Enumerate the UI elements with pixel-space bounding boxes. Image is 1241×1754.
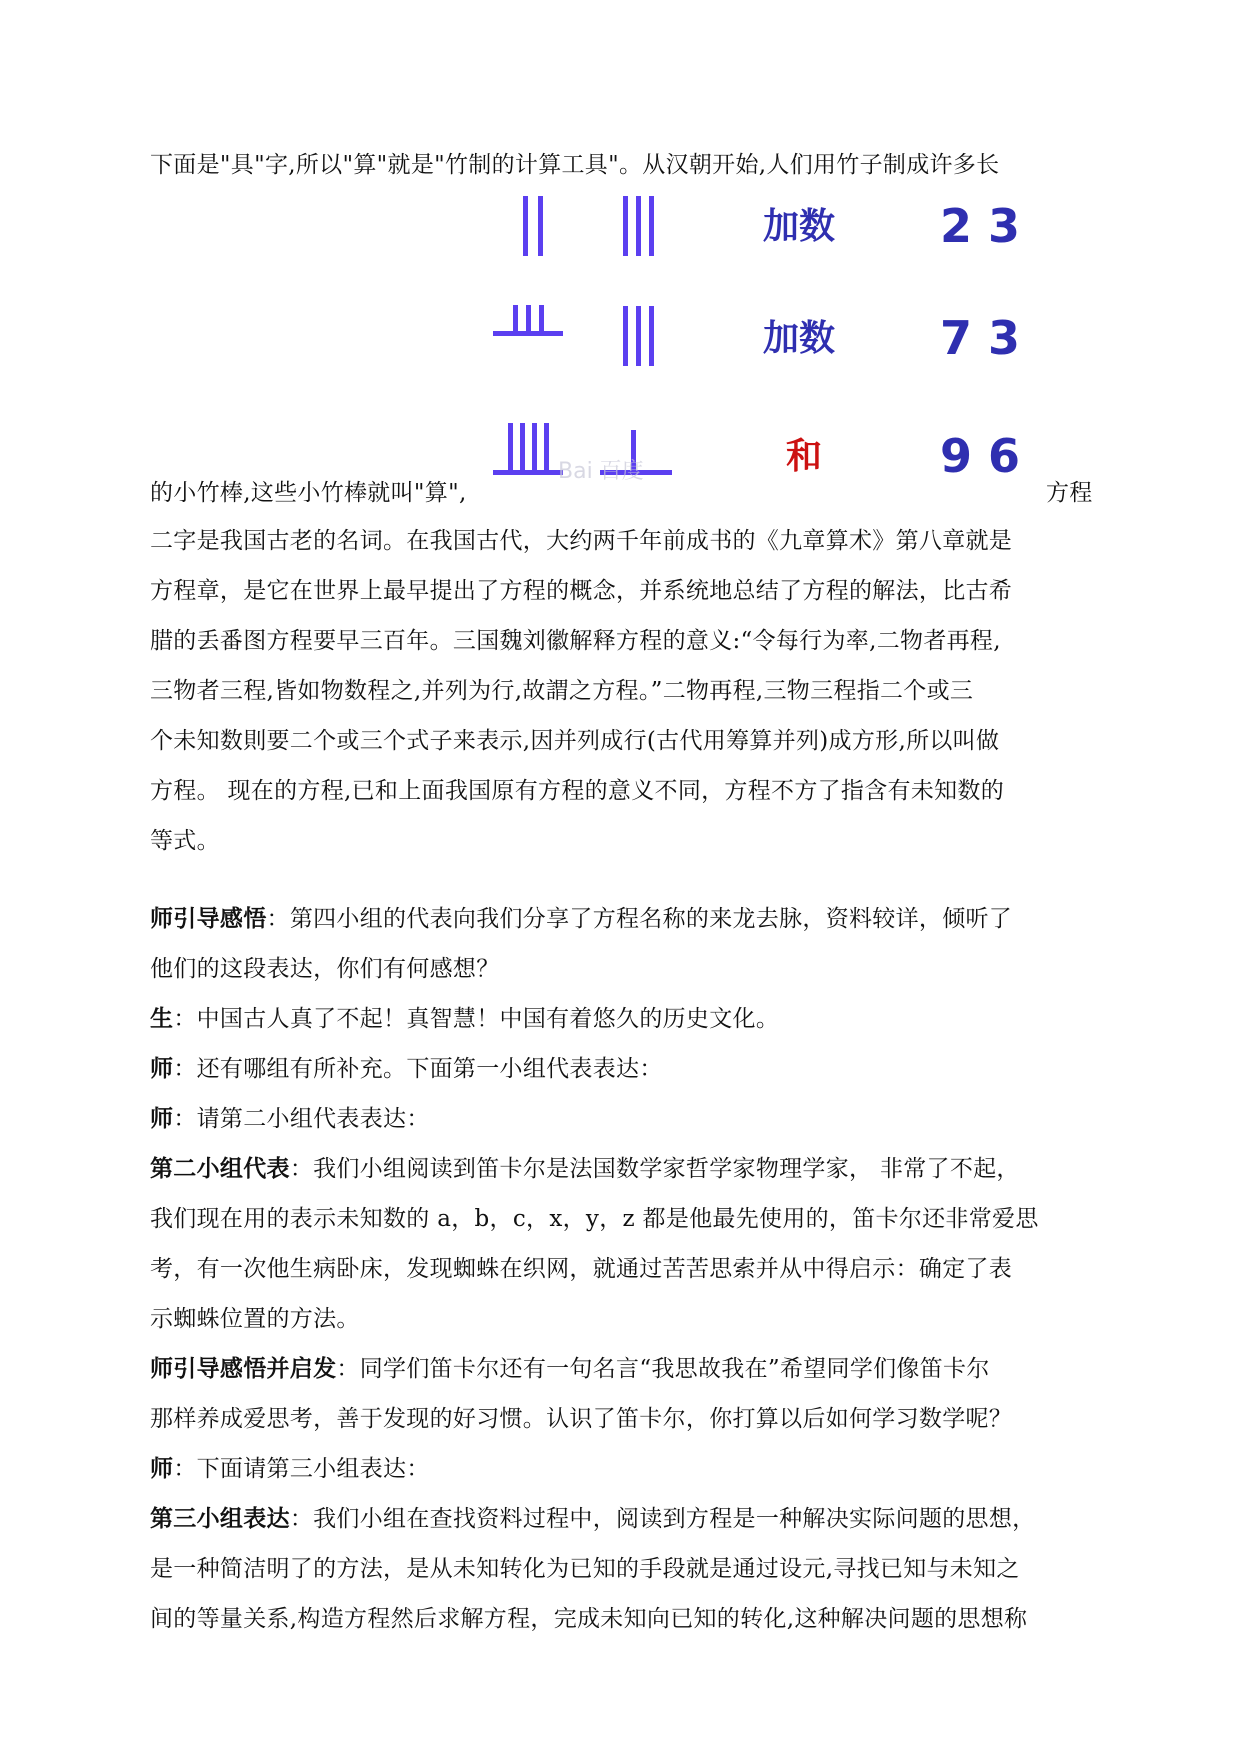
addend-value: 7 3: [940, 311, 1021, 365]
paragraph-line: 二字是我国古老的名词。在我国古代，大约两千年前成书的《九章算术》第八章就是: [150, 528, 1013, 554]
dialogue-text: 中国古人真了不起！真智慧！中国有着悠久的历史文化。: [196, 1006, 780, 1032]
sum-label: 和: [786, 436, 823, 477]
dialogue-text: 同学们笛卡尔还有一句名言“我思故我在”希望同学们像笛卡尔: [359, 1356, 990, 1382]
dialogue-text: 我们现在用的表示未知数的 a，b，c，x，y，z 都是他最先使用的，笛卡尔还非常爱思: [150, 1206, 1039, 1232]
speaker-label: 师引导感悟并启发: [150, 1355, 337, 1382]
dialogue-text: 我们小组阅读到笛卡尔是法国数学家哲学家物理学家， 非常了不起，: [313, 1156, 1020, 1182]
dialogue-line: [150, 1304, 1100, 1334]
dialogue-line: [150, 1554, 1100, 1584]
rod-numeral-3: [623, 306, 654, 366]
dialogue-line: [150, 1204, 1100, 1234]
paragraph-line: 方程: [1046, 480, 1093, 506]
dialogue-text: 示蜘蛛位置的方法。: [150, 1306, 360, 1332]
dialogue-line: 师引导感悟：第四小组的代表向我们分享了方程名称的来龙去脉，资料较详，倾听了: [150, 905, 1013, 932]
speaker-label: 师引导感悟: [150, 905, 267, 932]
addend-label: 加数: [763, 206, 836, 247]
counting-rods-figure: [488, 188, 1048, 508]
speaker-label: 师: [150, 1105, 174, 1132]
paragraph-line: 腊的丢番图方程要早三百年。三国魏刘徽解释方程的意义:“令每行为率,二物者再程,: [150, 628, 1001, 654]
paragraph-line: 三物者三程,皆如物数程之,并列为行,故謂之方程。”二物再程,三物三程指二个或三: [150, 678, 974, 704]
dialogue-text: 还有哪组有所补充。下面第一小组代表表达：: [196, 1056, 663, 1082]
dialogue-line: [150, 1604, 1100, 1634]
dialogue-text: 我们小组在查找资料过程中，阅读到方程是一种解决实际问题的思想，: [313, 1506, 1036, 1532]
speaker-label: 师: [150, 1455, 174, 1482]
dialogue-line: [150, 1404, 1100, 1434]
dialogue-text: 下面请第三小组表达：: [196, 1456, 430, 1482]
dialogue-text: 第四小组的代表向我们分享了方程名称的来龙去脉，资料较详，倾听了: [289, 906, 1013, 932]
addend-label: 加数: [763, 318, 836, 359]
dialogue-line: 师：还有哪组有所补充。下面第一小组代表表达：: [150, 1055, 663, 1082]
addend-value: 2 3: [940, 199, 1021, 253]
dialogue-text: 他们的这段表达，你们有何感想？: [150, 956, 500, 982]
dialogue-text: 是一种简洁明了的方法，是从未知转化为已知的手段就是通过设元,寻找已知与未知之: [150, 1556, 1020, 1582]
paragraph-line: 下面是"具"字,所以"算"就是"竹制的计算工具"。从汉朝开始,人们用竹子制成许多长: [150, 152, 1000, 178]
rod-numeral-3: [623, 196, 654, 256]
rod-numeral-7: [493, 305, 563, 336]
dialogue-line: 第三小组表达：我们小组在查找资料过程中，阅读到方程是一种解决实际问题的思想，: [150, 1505, 1036, 1532]
sum-value: 9 6: [940, 429, 1021, 483]
dialogue-line: 师：请第二小组代表表达：: [150, 1105, 430, 1132]
rod-numeral-2: [523, 196, 543, 256]
dialogue-line: 师引导感悟并启发：同学们笛卡尔还有一句名言“我思故我在”希望同学们像笛卡尔: [150, 1355, 990, 1382]
speaker-label: 师: [150, 1055, 174, 1082]
dialogue-line: 师：下面请第三小组表达：: [150, 1455, 430, 1482]
paragraph-line: 方程。 现在的方程,已和上面我国原有方程的意义不同，方程不方了指含有未知数的: [150, 778, 1005, 804]
paragraph-line: 等式。: [150, 828, 220, 854]
rod-numeral-9: [493, 423, 563, 475]
dialogue-line: 生：中国古人真了不起！真智慧！中国有着悠久的历史文化。: [150, 1005, 780, 1032]
dialogue-text: 请第二小组代表表达：: [196, 1106, 430, 1132]
paragraph-line: 的小竹棒,这些小竹棒就叫"算",: [150, 480, 467, 506]
dialogue-text: 那样养成爱思考，善于发现的好习惯。认识了笛卡尔，你打算以后如何学习数学呢？: [150, 1406, 1013, 1432]
dialogue-line: [150, 954, 1100, 984]
dialogue-line: 第二小组代表：我们小组阅读到笛卡尔是法国数学家哲学家物理学家， 非常了不起，: [150, 1155, 1020, 1182]
paragraph-line: 个未知数則要二个或三个式子来表示,因并列成行(古代用筹算并列)成方形,所以叫做: [150, 728, 1000, 754]
watermark: Bai 百度: [558, 459, 644, 484]
paragraph-line: 方程章，是它在世界上最早提出了方程的概念，并系统地总结了方程的解法，比古希: [150, 578, 1013, 604]
speaker-label: 第三小组表达: [150, 1505, 290, 1532]
speaker-label: 第二小组代表: [150, 1155, 290, 1182]
dialogue-text: 考，有一次他生病卧床，发现蜘蛛在织网，就通过苦苦思索并从中得启示：确定了表: [150, 1256, 1013, 1282]
dialogue-text: 间的等量关系,构造方程然后求解方程，完成未知向已知的转化,这种解决问题的思想称: [150, 1606, 1028, 1632]
counting-rods-image: [488, 188, 1048, 508]
speaker-label: 生: [150, 1005, 174, 1032]
dialogue-line: [150, 1254, 1100, 1284]
